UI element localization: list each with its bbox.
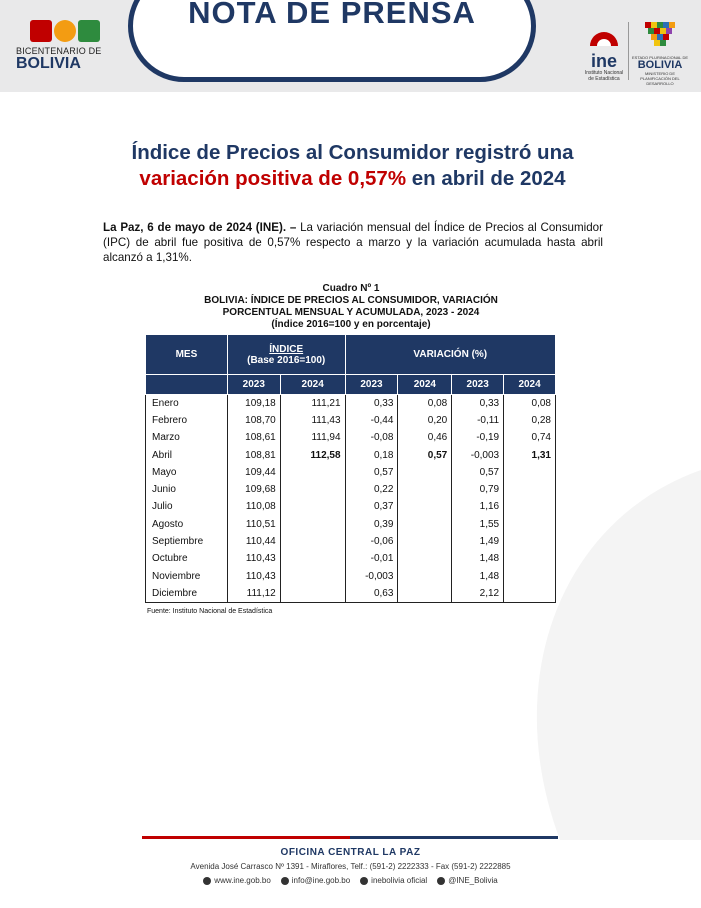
caption-line3: PORCENTUAL MENSUAL Y ACUMULADA, 2023 - 2024 <box>222 307 480 318</box>
header-year: 2024 <box>280 375 345 395</box>
value-cell <box>280 585 345 602</box>
value-cell <box>504 464 556 481</box>
globe-icon <box>203 877 211 885</box>
table-row <box>146 429 556 446</box>
value-cell <box>280 516 345 533</box>
value-cell: 0,57 <box>345 464 398 481</box>
ine-logo <box>583 20 625 86</box>
footer-twitter-text: @INE_Bolivia <box>448 876 498 885</box>
value-cell: 1,16 <box>452 498 504 515</box>
value-cell <box>398 533 452 550</box>
caption-line2: BOLIVIA: ÍNDICE DE PRECIOS AL CONSUMIDOR, VARIACIÓN <box>204 295 498 306</box>
table-caption <box>148 283 554 331</box>
value-cell <box>280 464 345 481</box>
estado-top: ESTADO PLURINACIONAL DE <box>632 55 689 60</box>
value-cell <box>398 464 452 481</box>
coat-of-arms-icon <box>641 20 679 50</box>
month-cell: Mayo <box>146 464 228 481</box>
value-cell <box>504 533 556 550</box>
value-cell: -0,11 <box>452 412 504 429</box>
value-cell: 1,31 <box>504 446 556 463</box>
value-cell <box>280 533 345 550</box>
ine-mark-icon <box>587 20 621 48</box>
table-row <box>146 533 556 550</box>
caption-number: Cuadro Nº 1 <box>322 283 380 294</box>
estado-bottom: MINISTERIO DE PLANIFICACIÓN DEL DESARROLLO <box>640 71 680 86</box>
value-cell: 0,20 <box>398 412 452 429</box>
header-spacer <box>146 375 228 395</box>
table-row <box>146 464 556 481</box>
value-cell: 1,49 <box>452 533 504 550</box>
value-cell: 1,48 <box>452 567 504 584</box>
value-cell: 0,33 <box>452 395 504 412</box>
table-source: Fuente: Instituto Nacional de Estadística <box>147 608 273 615</box>
header-year: 2023 <box>452 375 504 395</box>
value-cell: 0,57 <box>398 446 452 463</box>
value-cell: 0,57 <box>452 464 504 481</box>
header-indice <box>227 335 345 375</box>
month-cell: Noviembre <box>146 567 228 584</box>
value-cell: -0,003 <box>345 567 398 584</box>
value-cell: 111,94 <box>280 429 345 446</box>
value-cell <box>398 516 452 533</box>
estado-logo <box>632 20 688 86</box>
value-cell: -0,19 <box>452 429 504 446</box>
value-cell <box>398 481 452 498</box>
ine-name: ine <box>590 51 617 71</box>
value-cell: -0,44 <box>345 412 398 429</box>
estado-name: BOLIVIA <box>637 59 683 71</box>
month-cell: Junio <box>146 481 228 498</box>
footer-web-text: www.ine.gob.bo <box>214 876 271 885</box>
value-cell: 110,08 <box>227 498 280 515</box>
bicentenario-logo <box>16 20 120 82</box>
value-cell: -0,003 <box>452 446 504 463</box>
value-cell: 111,12 <box>227 585 280 602</box>
value-cell: 1,48 <box>452 550 504 567</box>
footer-web[interactable] <box>203 876 270 885</box>
value-cell <box>398 585 452 602</box>
lead-dateline: La Paz, 6 de mayo de 2024 (INE). – <box>103 221 297 234</box>
header-variacion: VARIACIÓN (%) <box>345 335 555 375</box>
value-cell <box>280 550 345 567</box>
value-cell: 2,12 <box>452 585 504 602</box>
value-cell <box>398 550 452 567</box>
footer-email[interactable] <box>281 876 350 885</box>
table-row <box>146 412 556 429</box>
value-cell: 1,55 <box>452 516 504 533</box>
value-cell: -0,01 <box>345 550 398 567</box>
table-row <box>146 498 556 515</box>
value-cell <box>280 481 345 498</box>
bicentenario-line2: BOLIVIA <box>16 55 81 72</box>
value-cell <box>504 550 556 567</box>
value-cell: 111,43 <box>280 412 345 429</box>
value-cell: 0,18 <box>345 446 398 463</box>
value-cell: 0,63 <box>345 585 398 602</box>
footer-address: Avenida José Carrasco Nº 1391 - Miraflores, Telf.: (591-2) 2222333 - Fax (591-2) 2222885 <box>190 862 511 871</box>
headline-highlight: variación positiva de 0,57% <box>139 167 407 190</box>
footer-links <box>0 876 701 885</box>
table-row <box>146 395 556 412</box>
ipc-table <box>145 334 556 603</box>
value-cell: 0,08 <box>504 395 556 412</box>
value-cell: -0,08 <box>345 429 398 446</box>
header-indice-label: ÍNDICE <box>269 343 304 355</box>
header <box>0 0 701 92</box>
lead-paragraph <box>103 220 603 265</box>
value-cell: 108,61 <box>227 429 280 446</box>
footer-twitter[interactable] <box>437 876 497 885</box>
value-cell: -0,06 <box>345 533 398 550</box>
month-cell: Agosto <box>146 516 228 533</box>
caption-line4: (Índice 2016=100 y en porcentaje) <box>271 319 431 330</box>
value-cell: 110,43 <box>227 550 280 567</box>
headline-line1: Índice de Precios al Consumidor registró una <box>131 141 574 164</box>
footer-office: OFICINA CENTRAL LA PAZ <box>280 847 421 858</box>
ine-subtitle: Instituto Nacional de Estadística <box>584 70 624 82</box>
value-cell <box>398 498 452 515</box>
value-cell <box>504 567 556 584</box>
table-row <box>146 446 556 463</box>
value-cell: 110,51 <box>227 516 280 533</box>
header-mes: MES <box>146 335 228 375</box>
table-row <box>146 567 556 584</box>
value-cell: 0,28 <box>504 412 556 429</box>
header-year: 2023 <box>345 375 398 395</box>
value-cell: 109,44 <box>227 464 280 481</box>
header-year: 2024 <box>398 375 452 395</box>
value-cell: 0,33 <box>345 395 398 412</box>
footer-facebook[interactable] <box>360 876 427 885</box>
facebook-icon <box>360 877 368 885</box>
footer-facebook-text: inebolivia oficial <box>371 876 428 885</box>
month-cell: Marzo <box>146 429 228 446</box>
value-cell: 0,08 <box>398 395 452 412</box>
value-cell <box>504 481 556 498</box>
table-body <box>146 395 556 603</box>
lead-text: La variación mensual del Índice de Precios al Consumidor (IPC) de abril fue positiva de 0,57% respecto a marzo y la variación acumulada hasta abril alcanzó a 1,31%. <box>103 221 603 264</box>
banner-title: NOTA DE PRENSA <box>188 0 476 30</box>
value-cell: 108,81 <box>227 446 280 463</box>
table-row <box>146 516 556 533</box>
press-banner <box>128 0 536 82</box>
value-cell: 0,37 <box>345 498 398 515</box>
bicentenario-line1: BICENTENARIO DE <box>16 46 102 56</box>
table-row <box>146 481 556 498</box>
headline-rest: en abril de 2024 <box>406 167 566 190</box>
month-cell: Febrero <box>146 412 228 429</box>
value-cell: 0,39 <box>345 516 398 533</box>
value-cell <box>280 498 345 515</box>
month-cell: Abril <box>146 446 228 463</box>
value-cell: 0,46 <box>398 429 452 446</box>
value-cell <box>504 498 556 515</box>
mail-icon <box>281 877 289 885</box>
value-cell: 108,70 <box>227 412 280 429</box>
value-cell <box>280 567 345 584</box>
table-row <box>146 550 556 567</box>
value-cell <box>504 585 556 602</box>
value-cell: 109,18 <box>227 395 280 412</box>
footer-email-text: info@ine.gob.bo <box>291 876 351 885</box>
value-cell: 111,21 <box>280 395 345 412</box>
value-cell: 0,74 <box>504 429 556 446</box>
value-cell <box>504 516 556 533</box>
headline <box>80 140 625 192</box>
value-cell: 0,79 <box>452 481 504 498</box>
month-cell: Octubre <box>146 550 228 567</box>
header-base: (Base 2016=100) <box>247 354 326 366</box>
twitter-icon <box>437 877 445 885</box>
month-cell: Enero <box>146 395 228 412</box>
value-cell: 110,44 <box>227 533 280 550</box>
month-cell: Julio <box>146 498 228 515</box>
value-cell: 110,43 <box>227 567 280 584</box>
logo-divider <box>628 22 629 80</box>
month-cell: Septiembre <box>146 533 228 550</box>
value-cell: 0,22 <box>345 481 398 498</box>
value-cell <box>398 567 452 584</box>
month-cell: Diciembre <box>146 585 228 602</box>
value-cell: 109,68 <box>227 481 280 498</box>
header-year: 2023 <box>227 375 280 395</box>
value-cell: 112,58 <box>280 446 345 463</box>
header-year: 2024 <box>504 375 556 395</box>
table-row <box>146 585 556 602</box>
footer-bar <box>142 836 558 839</box>
